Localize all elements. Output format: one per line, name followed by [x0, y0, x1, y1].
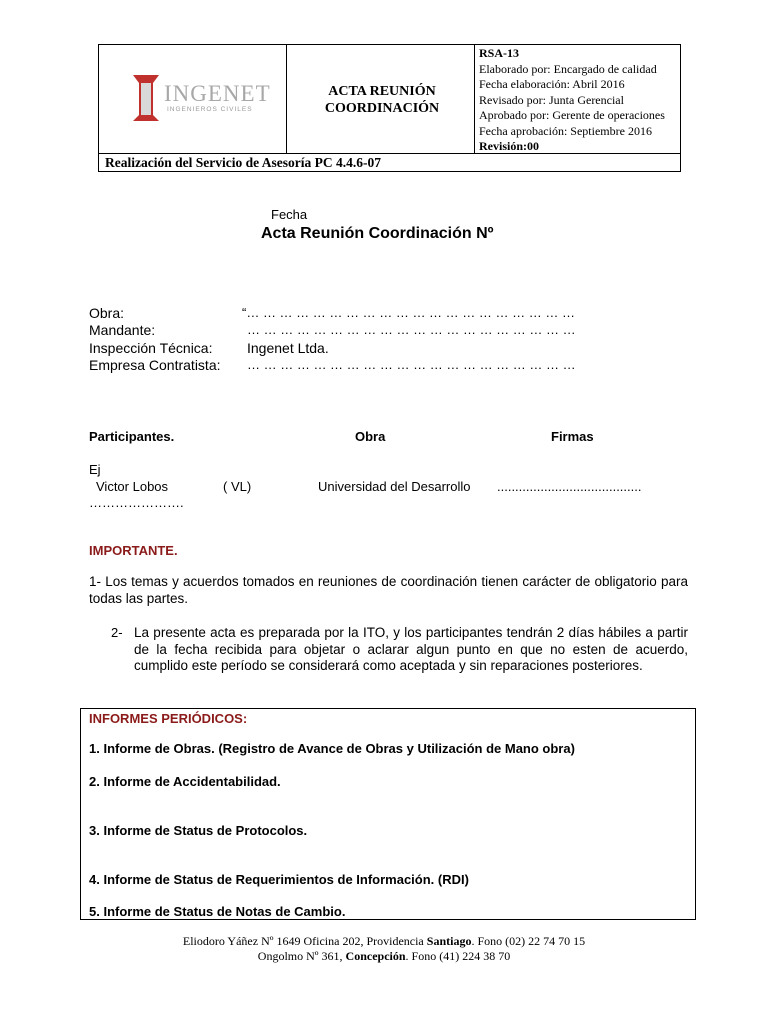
importante-item-2: La presente acta es preparada por la ITO, y los participantes tendrán 2 días hábiles a partir de la fecha recibida para objetar o aclarar algun punto en que no esten de acuerdo, cumplido este período se considerará como aceptada y sin reparaciones posteriores. [134, 625, 688, 673]
elaborated-by: Elaborado por: Encargado de calidad [479, 61, 657, 76]
informe-item-1: 1. Informe de Obras. (Registro de Avance de Obras y Utilización de Mano obra) [89, 741, 575, 756]
importante-item-1: 1- Los temas y acuerdos tomados en reuniones de coordinación tienen carácter de obligatorio para todas las partes. [89, 574, 688, 606]
informe-item-4: 4. Informe de Status de Requerimientos de Información. (RDI) [89, 872, 469, 887]
informe-item-3: 3. Informe de Status de Protocolos. [89, 823, 308, 838]
participant-obra: Universidad del Desarrollo [318, 479, 471, 494]
header-table [98, 44, 681, 172]
column-header-firmas: Firmas [551, 429, 594, 444]
column-logo-icon [129, 71, 169, 125]
document-title-line2: COORDINACIÓN [324, 101, 440, 116]
page-title: Acta Reunión Coordinación Nº [261, 225, 494, 242]
footer-line1-b: . Fono (02) 22 74 70 15 [471, 934, 586, 948]
footer-address-santiago [0, 934, 768, 949]
participant-signature-line: ........................................ [497, 479, 642, 494]
column-header-participantes: Participantes. [89, 429, 175, 444]
elaboration-date: Fecha elaboración: Abril 2016 [479, 77, 625, 91]
column-header-obra: Obra [355, 429, 386, 444]
service-title: Realización del Servicio de Asesoría PC 4.4.6-07 [105, 155, 381, 170]
document-metadata [479, 46, 665, 155]
field-label-empresa: Empresa Contratista: [89, 357, 221, 373]
field-label-inspeccion: Inspección Técnica: [89, 340, 213, 356]
approval-date: Fecha aprobación: Septiembre 2016 [479, 123, 652, 138]
informe-item-5: 5. Informe de Status de Notas de Cambio. [89, 904, 346, 919]
importante-heading: IMPORTANTE. [89, 543, 178, 558]
importante-item-2-number: 2- [111, 625, 123, 640]
field-label-mandante: Mandante: [89, 322, 156, 338]
fecha-label: Fecha [271, 207, 308, 222]
participant-name: Victor Lobos [96, 479, 169, 494]
document-code: RSA-13 [479, 46, 520, 60]
document-title [289, 83, 475, 117]
field-label-obra: Obra: [89, 305, 125, 321]
logo-name: INGENET [164, 81, 271, 106]
reviewed-by: Revisado por: Junta Gerencial [479, 92, 624, 107]
footer-address-concepcion [0, 949, 768, 964]
logo-subtitle: INGENIEROS CIVILES [167, 106, 253, 113]
field-value-obra: “… … … … … … … … … … … … … … … … … … … … [242, 305, 575, 320]
field-value-inspeccion: Ingenet Ltda. [247, 340, 329, 356]
field-value-mandante: … … … … … … … … … … … … … … … … … … … … [247, 322, 576, 337]
document-title-line1: ACTA REUNIÓN [328, 84, 436, 99]
footer-city-santiago: Santiago [426, 934, 472, 948]
informes-box [80, 708, 696, 920]
informe-item-2: 2. Informe de Accidentabilidad. [89, 774, 281, 789]
footer-line2-a: Ongolmo Nº 361, [257, 949, 346, 963]
field-value-empresa: … … … … … … … … … … … … … … … … … … … … [247, 357, 576, 372]
revision: Revisión:00 [479, 139, 539, 153]
example-label: Ej [89, 462, 101, 477]
participant-initials: ( VL) [223, 479, 252, 494]
participant-continuation: …………………. [89, 495, 184, 510]
approved-by: Aprobado por: Gerente de operaciones [479, 108, 665, 122]
footer-line1-a: Eliodoro Yáñez Nº 1649 Oficina 202, Providencia [182, 934, 427, 948]
footer-city-concepcion: Concepción [345, 949, 406, 963]
informes-heading: INFORMES PERIÓDICOS: [89, 711, 248, 726]
footer-line2-b: . Fono (41) 224 38 70 [405, 949, 511, 963]
company-logo [129, 71, 289, 125]
